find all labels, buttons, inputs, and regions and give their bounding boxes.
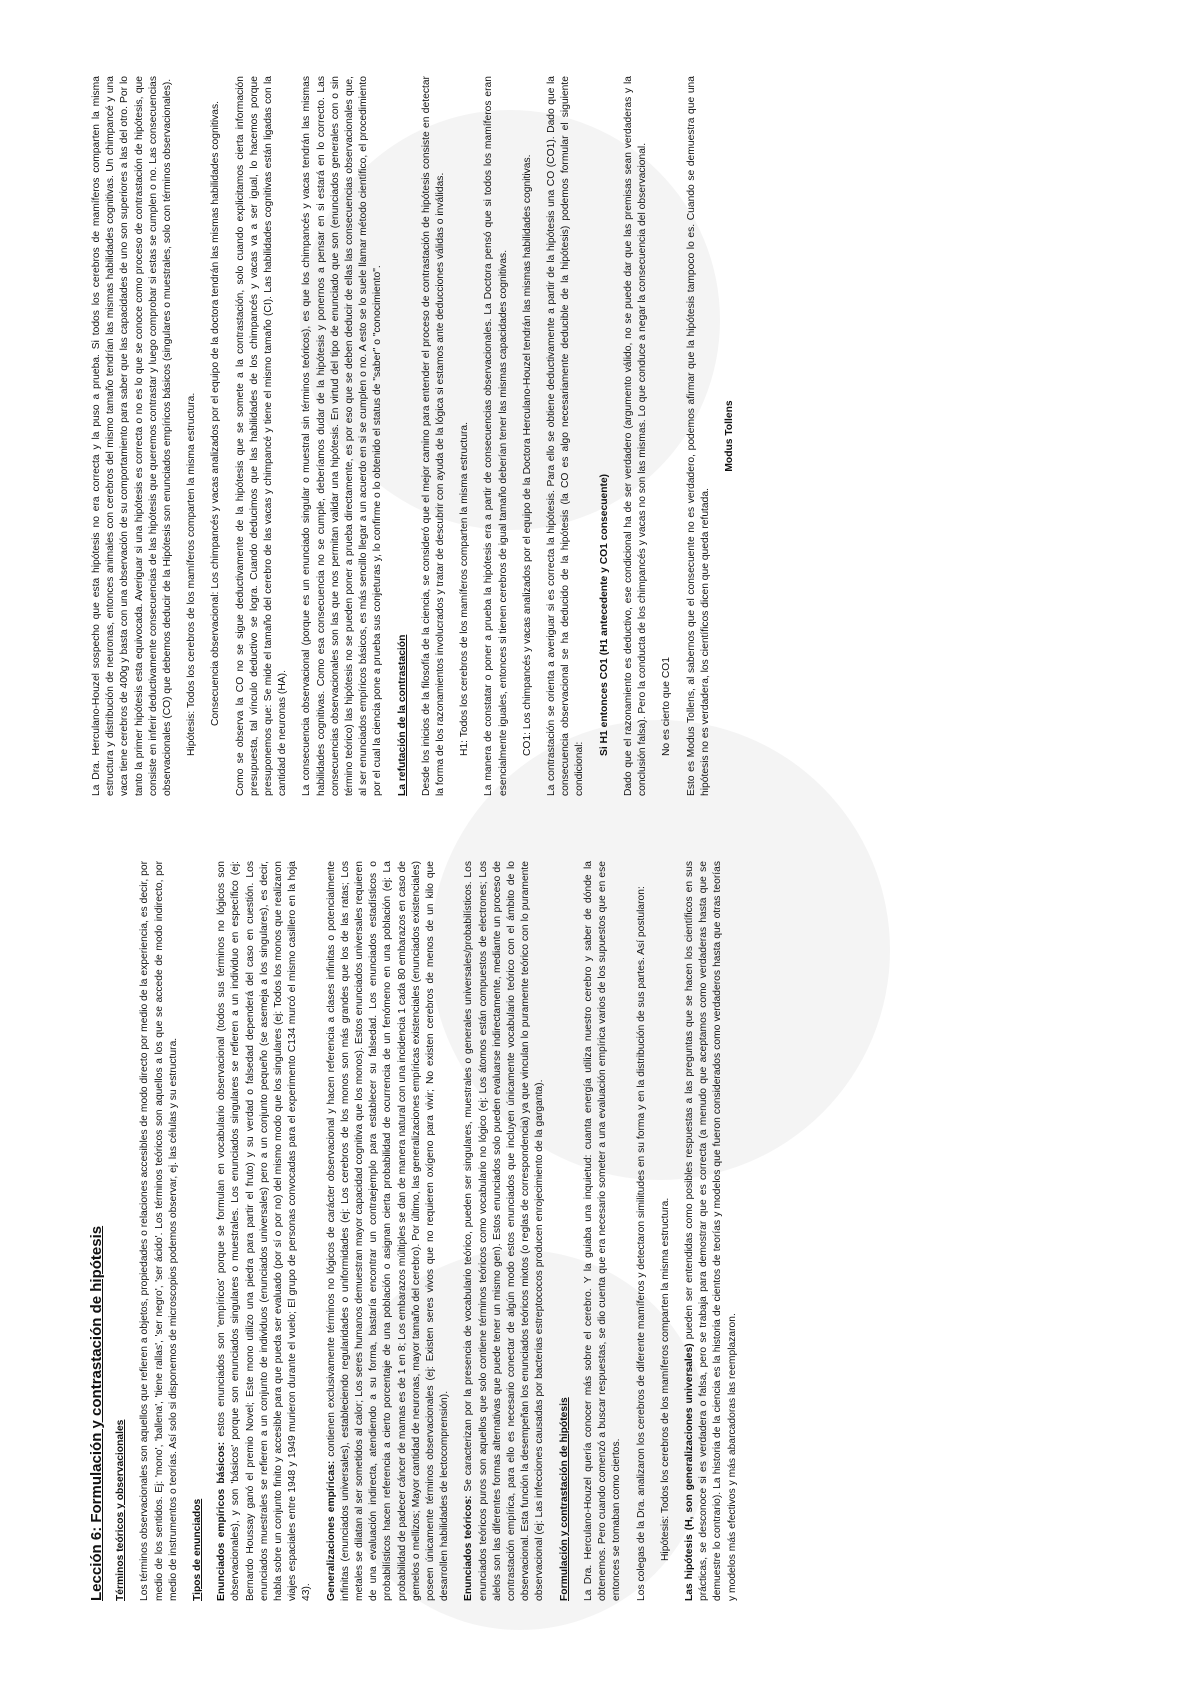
term-lead: Generalizaciones empíricas: — [325, 1460, 337, 1601]
heading-hypothesis: Formulación y contrastación de hipótesis — [558, 1397, 570, 1601]
paragraph: La contrastación se orienta a averiguar si es correcta la hipótesis. Para ello se obtiene deductivamente a partir de la hipótesis una CO (CO1). Dado que la consecuencia observacional se ha deducido de la hipótesis (la CO es algo necesariamente deducible de la hipótesis) podemos formular el siguiente condicional: — [546, 76, 586, 796]
paragraph-text: estos enunciados son 'empíricos' porque se formulan en vocabulario observacional (todos sus términos no lógicos son observacionales), y son 'básicos' porque son enunciados singulares o muestrales. Los enunciados singulares se refieren a un individuo en específico (ej: Bernardo Houssay ganó el premio Novel; Este mono utilizo una piedra para partir el fruto) y su verdad o falsedad dependerá del caso en cuestión. Los enunciados muestrales se refieren a un conjunto de individuos (enunciados universales) pero a un conjunto pequeño (se asemeja a los singulares), es decir, habla sobre un conjunto finito y accesible para que pueda ser evaluado (por sí o por no) del mismo modo que los singulares (ej: Todos los monos que realizaron viajes espaciales entre 1948 y 1949 murieron durante el vuelo; El grupo de personas convocadas para el experimento C134 murcó el mismo casillero en la hoja 43). — [216, 861, 313, 1601]
heading-terms: Términos teóricos y observacionales — [115, 1419, 127, 1601]
paragraph — [462, 861, 547, 1601]
paragraph — [215, 861, 314, 1601]
paragraph-text: pueden ser entendidas como posibles respuestas a las preguntas que se hacen los científicos en sus prácticas, se desconoce si es verdadera o falsa, pero se trabaja para demostrar que es correcta (a menudo que aceptamos como verdaderas hasta que se demuestre lo contrario). La historia de la ciencia es la historia de cientos de teorías y modelos que fueron considerados como verdaderos hasta que otras teorías y modelos más efectivos y más abarcadoras las reemplazaron. — [683, 861, 738, 1601]
hypothesis-statement: Hipótesis: Todos los cerebros de los mamíferos comparten la misma estructura. — [659, 1197, 671, 1561]
left-column — [90, 861, 750, 1601]
term-lead: Enunciados teóricos: — [463, 1495, 475, 1601]
paragraph-text: Se caracterizan por la presencia de vocabulario teórico, pueden ser singulares, muestrales o generales universales/probabilísticos. Los enunciados teóricos puros son aquellos que solo contiene términos teóricos como vocabulario no lógico (ej: Los átomos están compuestos de electrones; Los alelos son las diferentes formas alternativas que puede tener un mismo gen). Estos enunciados solo pueden evaluarse indirectamente, mediante un proceso de contrastación empírica, para ello es necesario conectar de algún modo estos enunciados que incluyen únicamente vocabulario teórico con el ámbito de lo observacional. Esta función la desempeñan los enunciados teóricos mixtos (o reglas de correspondencia) ya que vinculan lo puramente teórico con lo puramente observacional (ej: Las infecciones causadas por bacterias estreptococos producen enrojecimiento de la garganta). — [463, 861, 546, 1601]
negation-statement: No es cierto que CO1 — [661, 656, 673, 756]
paragraph: La Dra. Herculano-Houzel sospecho que esta hipótesis no era correcta y la puso a prueba. Si todos los cerebros de mamíferos comparten la misma estructura y distribución de neuronas, entonces animales con cerebros del mismo tamaño tendrían las mismas habilidades cognitivas. Un chimpancé y una vaca tiene cerebros de 400g y basta con una observación de su comportamiento para saber que las capacidades de uno son superiores a las del otro. Por lo tanto la primer hipótesis esta equivocada. Averiguar si una hipótesis es correcta o no es lo que se conoce como proceso de contrastación de hipótesis, que consiste en inferir deductivamente consecuencias de las hipótesis que queremos contrastar y luego comprobar si estas se cumplen o no. Las consecuencias observacionales (CO) que debemos deducir de la Hipótesis son enunciados empíricos básicos (singulares o muestrales, solo con términos observacionales). — [91, 76, 174, 796]
conditional-statement: Si H1 entonces CO1 (H1 antecedente y CO1 consecuente) — [598, 473, 610, 756]
paragraph — [325, 861, 453, 1601]
paragraph: La Dra. Herculano-Houzel quería conocer más sobre el cerebro. Y la guiaba una inquietud: cuanta energía utiliza nuestro cerebro y saber de dónde la obtenemos. Pero cuando comenzó a buscar respuestas, se dio cuenta que era necesario someter a una evaluación empírica varios de los supuestos que en ese entonces se tomaban como ciertos. — [582, 861, 623, 1601]
heading-refutation: La refutación de la contrastación — [396, 634, 408, 796]
right-column — [90, 76, 747, 796]
paragraph — [683, 861, 740, 1601]
observational-consequence: CO1: Los chimpancés y vacas analizados por el equipo de la Doctora Herculano-Houzel tendrán las mismas habilidades cognitivas. — [521, 154, 533, 756]
paragraph-text: contienen exclusivamente términos no lógicos de carácter observacional y hacen referencia a clases infinitas o potencialmente infinitas (enunciados universales), estableciendo regularidades o uniformidades (ej: Los cerebros de los monos son más grandes que los de las ratas; Los metales se dilatan al ser sometidos al calor; Los seres humanos demuestran mayor capacidad cognitiva que los monos). Estos enunciados universales requieren de una evaluación indirecta, atendiendo a su forma, bastaría encontrar un contraejemplo para establecer su falsedad. Los enunciados estadísticos o probabilísticos hacen referencia a cierto porcentaje de una población o asignan cierta probabilidad de ocurrencia de un fenómeno en una población (ej: La probabilidad de padecer cáncer de mamas es de 1 en 8; Los embarazos múltiples se dan de manera natural con una incidencia 1 cada 80 embarazos en caso de gemelos o mellizos; Mayor cantidad de neuronas, mayor tamaño del cerebro). Por último, las generalizaciones empíricas existenciales (enunciados existenciales) poseen únicamente términos observacionales (ej: Existen seres vivos que no requieren oxígeno para vivir; No existen cerebros de menos de un kilo que desarrollen habilidades de lectocomprensión). — [325, 861, 451, 1601]
paragraph: La manera de constatar o poner a prueba la hipótesis era a partir de consecuencias observacionales. La Doctora pensó que si todos los mamíferos eran esencialmente iguales, entonces si tienen cerebros de igual tamaño deberían tener las mismas capacidades cognitivas. — [483, 76, 509, 796]
paragraph: Como se observa la CO no se sigue deductivamente de la hipótesis que se somete a la contrastación, solo cuando explicitamos cierta información presupuesta, tal vínculo deductivo se logra. Cuando deducimos que las habilidades de los chimpancés y vacas va a ser igual, lo hacemos porque presuponemos que: Se mide el tamaño del cerebro de las vacas y chimpancé y tiene el mismo tamaño (CI). Las habilidades cognitivas están ligadas con la cantidad de neuronas (HA). — [234, 76, 289, 796]
paragraph: Esto es Modus Tollens, al sabernos que el consecuente no es verdadero, podemos afirmar que la hipótesis tampoco lo es. Cuando se demuestra que una hipótesis no es verdadera, los científicos dicen que queda refutada. — [685, 76, 711, 796]
paragraph: Los colegas de la Dra. analizaron los cerebros de diferente mamíferos y detectaron similitudes en su forma y en la distribución de sus partes. Así postularon: — [635, 886, 647, 1601]
paragraph: Dado que el razonamiento es deductivo, ese condicional ha de ser verdadero (argumento válido, no se puede dar que las premisas sean verdaderas y la conclusión falsa). Pero la conducta de los chimpancés y vacas no son las mismas. Lo que conduce a negar la consecuencia del observacional. — [622, 76, 649, 796]
modus-tollens-label: Modus Tollens — [723, 400, 735, 472]
hypothesis-statement: H1: Todos los cerebros de los mamíferos comparten la misma estructura. — [459, 421, 471, 756]
paragraph: La consecuencia observacional (porque es un enunciado singular o muestral sin términos teóricos), es que los chimpancés y vacas tendrán las mismas habilidades cognitivas. Como esa consecuencia no se cumple, deberíamos dudar de la hipótesis y ponernos a pensar en si estará en lo correcto. Las consecuencias observacionales son las que nos permitan validar una hipótesis. En virtud del tipo de enunciado que son (enunciados generales con o sin término teórico) las hipótesis no se pueden poner a prueba directamente, es por eso que se deben deducir de ellas las consecuencias observacionales que, al ser enunciados empíricos básicos, es más sencillo llegar a un acuerdo en si se cumplen o no. A esto se lo suele llamar método científico, el procedimiento por el cual la ciencia pone a prueba sus conjeturas y, lo confirme o lo obtenido el status de "saber" o "conocimiento". — [301, 76, 384, 796]
observational-consequence: Consecuencia observacional: Los chimpancés y vacas analizados por el equipo de la doctora tendrán las mismas habilidades cognitivas. — [210, 100, 222, 726]
page-title: Lección 6: Formulación y contrastación de hipótesis — [88, 1225, 105, 1601]
heading-statement-types: Tipos de enunciados — [192, 1498, 204, 1601]
paragraph: Desde los inicios de la filosofía de la ciencia, se consideró que el mejor camino para entender el proceso de contrastación de hipótesis consiste en detectar la forma de los razonamientos involucrados y tratar de descubrir con ayuda de la lógica si estamos ante deducciones válidas o inválidas. — [420, 76, 447, 796]
hypothesis-statement: Hipótesis: Todos los cerebros de los mamíferos comparten la misma estructura. — [186, 392, 198, 756]
term-lead: Enunciados empíricos básicos: — [216, 1441, 228, 1601]
term-lead: Las hipótesis (H, son generalizaciones universales) — [683, 1343, 695, 1601]
paragraph: Los términos observacionales son aquellos que refieren a objetos, propiedades o relaciones accesibles de modo directo por medio de la experiencia, es decir, por medio de los sentidos. Ej: 'mono', 'ballena', 'tiene rallas', 'ser negro', 'ser ácido'. Los términos teóricos son aquellos a los que se accede de modo indirecto, por medio de instrumentos o teorías. Así solo si disponemos de microscopios podemos observar, ej. las células y su estructura. — [139, 861, 179, 1601]
